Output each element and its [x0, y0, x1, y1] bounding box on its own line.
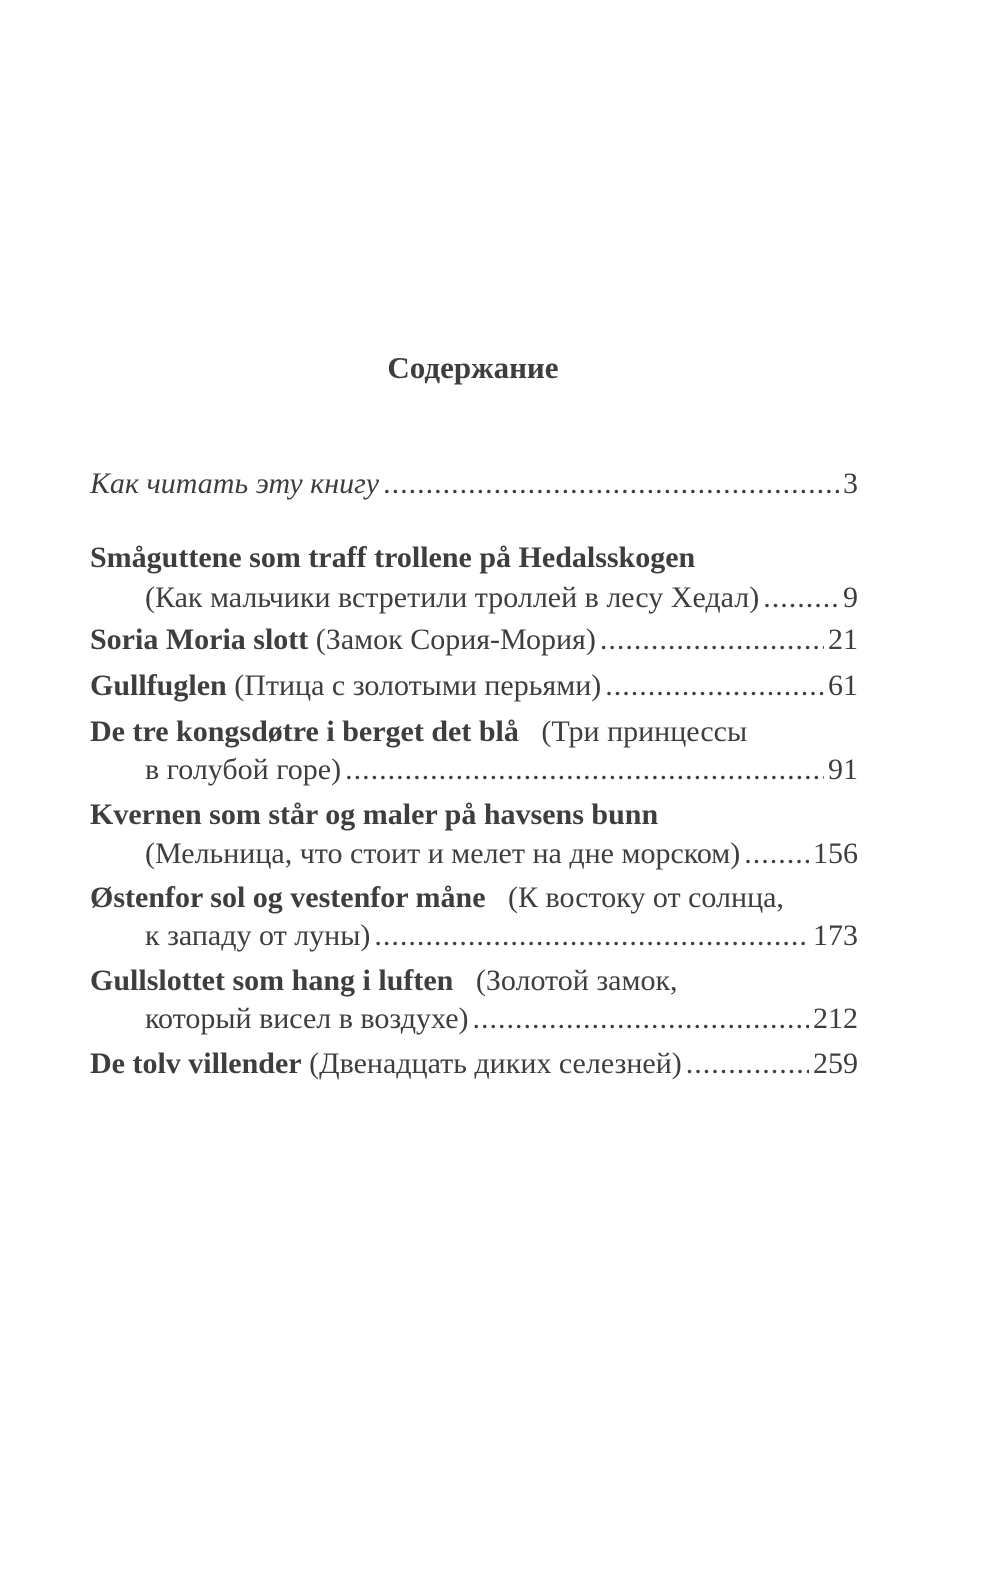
toc-entry-title-no[interactable]	[90, 538, 858, 578]
leader-dots	[374, 916, 809, 956]
toc-entry-title-no[interactable]	[90, 961, 858, 1001]
toc-entry-continuation[interactable]	[145, 834, 858, 874]
toc-entry-continuation[interactable]	[145, 750, 858, 790]
leader-dots	[600, 620, 824, 660]
toc-entry-continuation[interactable]	[145, 578, 858, 618]
toc-entry-subtitle: в голубой горе)	[145, 753, 342, 786]
toc-page-number: 61	[828, 669, 858, 702]
toc-entry-subtitle: (Мельница, что стоит и мелет на дне морском)	[145, 837, 741, 870]
toc-entry-subtitle: (Три принцессы	[541, 715, 748, 748]
toc-entry-continuation[interactable]	[145, 916, 858, 956]
toc-entry-title-no[interactable]	[90, 878, 858, 918]
leader-dots	[383, 464, 839, 504]
toc-entry-subtitle: (Птица с золотыми перьями)	[234, 669, 602, 702]
toc-entry-title-no[interactable]	[90, 712, 858, 752]
toc-page-number: 173	[813, 919, 858, 952]
toc-entry-title-no[interactable]	[90, 795, 858, 835]
toc-entry-title: De tre kongsdøtre i berget det blå	[90, 715, 519, 748]
toc-entry-title: Småguttene som traff trollene på Hedalsskogen	[90, 541, 696, 574]
toc-entry-subtitle: (Как мальчики встретили троллей в лесу Хедал)	[145, 581, 760, 614]
toc-entry-subtitle: (Золотой замок,	[475, 964, 678, 997]
toc-page-number: 212	[813, 1002, 858, 1035]
toc-page-number: 91	[828, 753, 858, 786]
toc-page-number: 21	[828, 623, 858, 656]
toc-entry[interactable]	[90, 620, 858, 660]
leader-dots	[686, 1044, 809, 1084]
leader-dots	[473, 999, 809, 1039]
leader-dots	[345, 750, 824, 790]
toc-entry-title: Soria Moria slott	[90, 623, 309, 656]
toc-entry-subtitle: (К востоку от солнца,	[508, 881, 784, 914]
toc-entry-title: Gullfuglen	[90, 669, 227, 702]
toc-entry-continuation[interactable]	[145, 999, 858, 1039]
toc-entry[interactable]	[90, 1044, 858, 1084]
page-title: Содержание	[387, 350, 559, 385]
toc-entry-subtitle: который висел в воздухе)	[145, 1002, 469, 1035]
toc-entry-title: Østenfor sol og vestenfor måne	[90, 881, 486, 914]
toc-entry-title: Как читать эту книгу	[90, 467, 380, 500]
toc-page-number: 9	[843, 581, 858, 614]
toc-entry-title: De tolv villender	[90, 1047, 302, 1080]
toc-entry[interactable]	[90, 666, 858, 706]
toc-page-number: 3	[843, 467, 858, 500]
leader-dots	[763, 578, 839, 618]
toc-entry-subtitle: (Двенадцать диких селезней)	[309, 1047, 682, 1080]
leader-dots	[744, 834, 809, 874]
toc-entry-subtitle: (Замок Сория-Мория)	[315, 623, 596, 656]
toc-page-number: 156	[813, 837, 858, 870]
leader-dots	[605, 666, 824, 706]
toc-entry-title: Gullslottet som hang i luften	[90, 964, 454, 997]
toc-entry-subtitle: к западу от луны)	[145, 919, 371, 952]
toc-page-number: 259	[813, 1047, 858, 1080]
toc-entry-how-to-read[interactable]	[90, 464, 858, 504]
toc-entry-title: Kvernen som står og maler på havsens bunn	[90, 798, 659, 831]
